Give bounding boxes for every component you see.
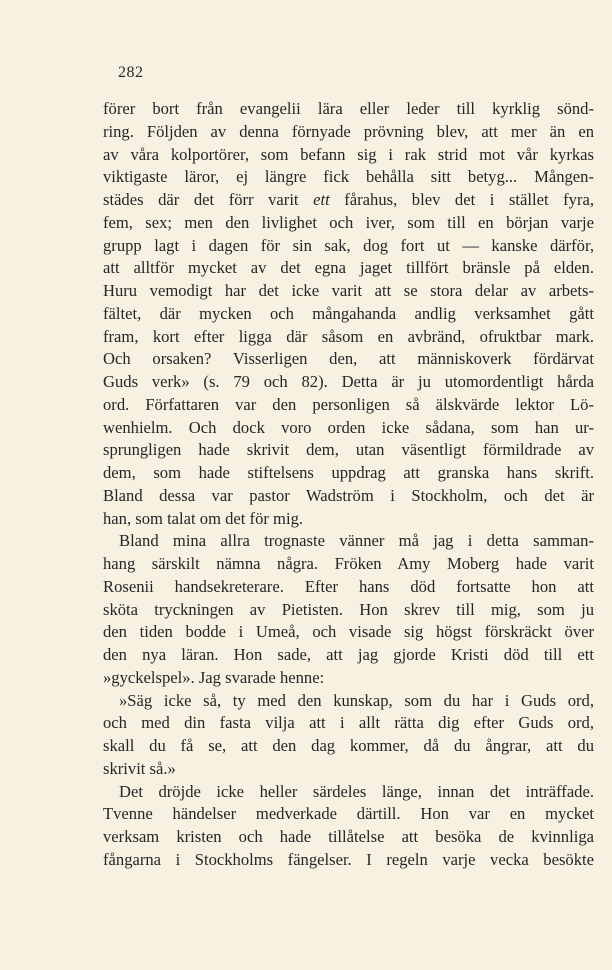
text-line: wenhielm. Och dock voro orden icke sådana, som han ur-: [103, 417, 594, 437]
text-line: den tiden bodde i Umeå, och visade sig högst förskräckt över: [103, 622, 594, 642]
text-line: Bland dessa var pastor Wadström i Stockholm, och det är: [103, 485, 594, 505]
text-line: hang särskilt nämna några. Fröken Amy Moberg hade varit: [103, 554, 594, 573]
text-line: »gyckelspel». Jag svarade henne:: [103, 667, 325, 687]
text-line: av våra kolportörer, som befann sig i rak strid mot vår kyrkas: [103, 144, 594, 164]
text-line: ord. Författaren var den personligen så älskvärde lektor Lö-: [103, 394, 594, 414]
text-line: fram, kort efter ligga där såsom en avbränd, ofruktbar mark.: [103, 326, 594, 346]
page-number: 282: [118, 64, 144, 81]
text-line: Rosenii handsekreterare. Efter hans död fortsatte hon att: [103, 576, 594, 596]
text-line: Tvenne händelser medverkade därtill. Hon var en mycket: [103, 804, 594, 824]
text-line: Det dröjde icke heller särdeles länge, innan det inträffade.: [119, 781, 594, 801]
text-line: skrivit så.»: [103, 758, 176, 778]
text-line: förer bort från evangelii lära eller leder till kyrklig sönd-: [103, 99, 594, 118]
text-line: dem, som hade stiftelsens uppdrag att granska hans skrift.: [103, 463, 594, 482]
text-line: Guds verk» (s. 79 och 82). Detta är ju utomordentligt hårda: [103, 372, 594, 391]
text-line: ring. Följden av denna förnyade prövning blev, att mer än en: [103, 121, 594, 141]
text-line: Huru vemodigt har det icke varit att se stora delar av arbets-: [103, 281, 594, 300]
body-text: [103, 98, 594, 872]
text-line: och med din fasta vilja att i allt rätta dig efter Guds ord,: [103, 713, 594, 733]
text-line: skall du få se, att den dag kommer, då du ångrar, att du: [103, 736, 594, 755]
text-line: Och orsaken? Visserligen den, att människoverk fördärvat: [103, 349, 594, 369]
text-line: »Säg icke så, ty med den kunskap, som du har i Guds ord,: [119, 690, 594, 710]
text-line: grupp lagt i dagen för sin sak, dog fort ut — kanske därför,: [103, 235, 594, 255]
text-line: fem, sex; men den livlighet och iver, som till en början varje: [103, 212, 594, 232]
text-line: att alltför mycket av det egna jaget tillfört bränsle på elden.: [103, 258, 594, 278]
text-line: fältet, där mycken och mångahanda andlig verksamhet gått: [103, 303, 594, 323]
text-line: han, som talat om det för mig.: [103, 508, 304, 528]
emphasized-word: ett: [313, 190, 330, 209]
text-line: verksam kristen och hade tillåtelse att besöka de kvinnliga: [103, 827, 594, 846]
text-line: städes där det förr varit ett fårahus, blev det i stället fyra,: [103, 190, 594, 209]
text-line: fångarna i Stockholms fängelser. I regeln varje vecka besökte: [103, 849, 594, 869]
text-line: sköta tryckningen av Pietisten. Hon skrev till mig, som ju: [103, 599, 594, 619]
text-line: sprungligen hade skrivit dem, utan väsentligt förmildrade av: [103, 440, 594, 460]
text-line: viktigaste läror, ej längre fick behålla sitt betyg... Mången-: [103, 167, 594, 187]
text-line: den nya läran. Hon sade, att jag gjorde Kristi död till ett: [103, 645, 594, 664]
text-line: Bland mina allra trognaste vänner må jag i detta samman-: [119, 531, 594, 551]
